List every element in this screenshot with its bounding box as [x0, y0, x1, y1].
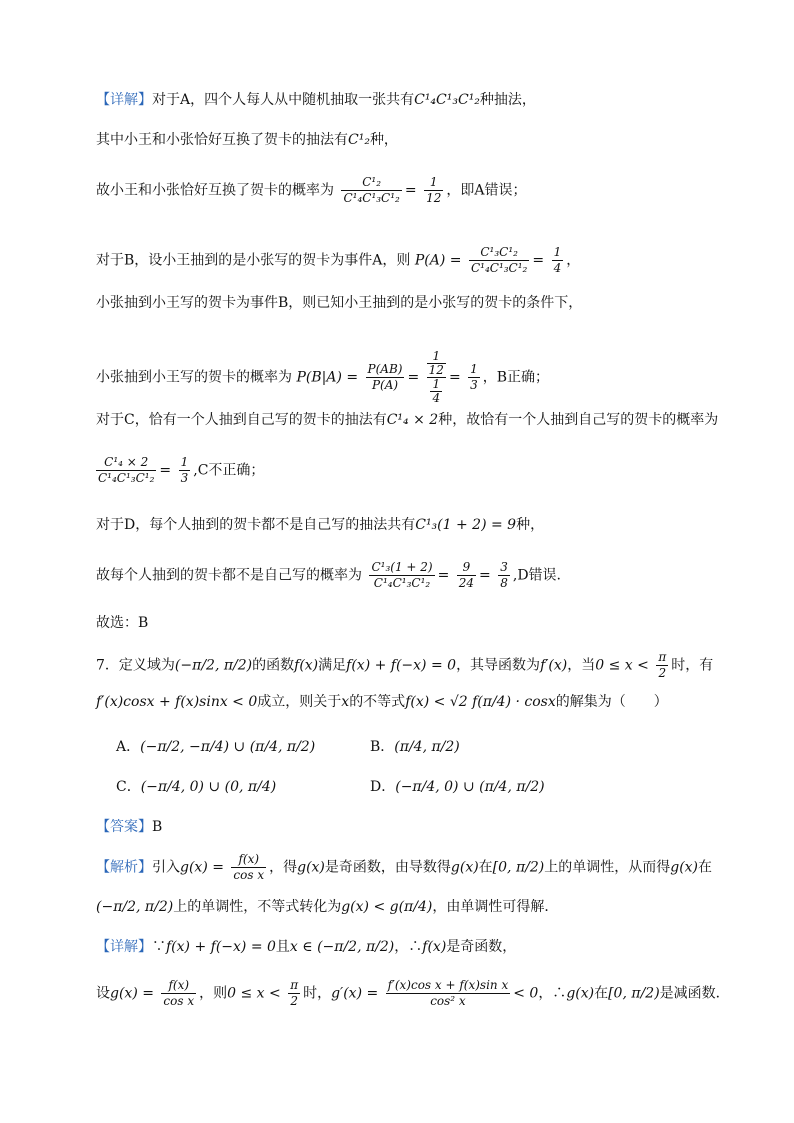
fraction: $\frac{P(AB)}{P(A)}$ [367, 362, 403, 392]
fraction: $\frac{\pi}{2}$ [658, 650, 667, 680]
line-option-d-b: 故每个人抽到的贺卡都不是自己写的概率为 $\frac{\text{C¹₃(1 + 2)}}{\text{C¹₄C¹₃C¹₂}}$ = $\frac{9}{24}$ = $\frac{3}{8}$ ,D错误. [96, 560, 561, 590]
analysis-line-2: (−π/2, π/2)上的单调性，不等式转化为g(x) < g(π/4)，由单调性可得解． [96, 899, 559, 915]
compound-fraction: $\frac{\frac{1}{12}}{\frac{1}{4}}$ [428, 349, 444, 405]
fraction: $\frac{\pi}{2}$ [290, 978, 299, 1008]
question-7-line-2: f′(x)cosx + f(x)sinx < 0成立，则关于x的不等式f(x) < √2 f(π/4) · cosx的解集为（ ） [96, 694, 668, 710]
line-choice: 故选：B [96, 615, 149, 631]
line-option-b-c: 小张抽到小王写的贺卡的概率为 P(B|A) = $\frac{P(AB)}{P(A)}$ = $\frac{\frac{1}{12}}{\frac{1}{4}}$ = $\frac{1}{3}$ ，B正确； [96, 349, 550, 405]
option-b: B．(π/4, π/2) [370, 739, 460, 755]
fraction: $\frac{f(x)}{\text{cos x}}$ [163, 978, 195, 1008]
fraction: $\frac{\text{C¹₃(1 + 2)}}{\text{C¹₄C¹₃C¹₂}}$ [371, 560, 433, 590]
option-a: A．(−π/2, −π/4) ∪ (π/4, π/2) [116, 739, 316, 755]
fraction: $\frac{3}{8}$ [500, 560, 508, 590]
line-swap-prob: 故小王和小张恰好互换了贺卡的概率为 $\frac{\text{C¹₂}}{\text{C¹₄C¹₃C¹₂}}$ = $\frac{1}{12}$ ，即A错误； [96, 175, 527, 205]
fraction: $\frac{\text{C¹₂}}{\text{C¹₄C¹₃C¹₂}}$ [343, 175, 400, 205]
fraction: $\frac{9}{24}$ [458, 560, 475, 590]
option-c: C．(−π/4, 0) ∪ (0, π/4) [116, 779, 277, 795]
fraction: $\frac{1}{3}$ [180, 455, 189, 485]
answer-tag: 【答案】 [96, 819, 152, 835]
fraction: $\frac{\text{C¹₃C¹₂}}{\text{C¹₄C¹₃C¹₂}}$ [470, 245, 528, 275]
line-option-c-a: 对于C，恰有一个人抽到自己写的贺卡的抽法有C¹₄ × 2种，故恰有一个人抽到自己写的贺卡的概率为 [96, 412, 719, 428]
option-d: D．(−π/4, 0) ∪ (π/4, π/2) [370, 779, 545, 795]
line-option-c-b: $\frac{\text{C¹₄ × 2}}{\text{C¹₄C¹₃C¹₂}}$ = $\frac{1}{3}$ ,C不正确； [98, 455, 265, 485]
detail-line-2: 设g(x) = $\frac{f(x)}{\text{cos x}}$ ，则0 ≤ x < $\frac{\pi}{2}$ 时，g′(x) = $\frac{\text{f′(x)cos x + f(x)sin x}}{\text{cos² x}}$ < 0，∴g(x)在[0, π/2)是减函数． [96, 978, 730, 1008]
fraction: $\frac{f(x)}{\text{cos x}}$ [233, 852, 265, 882]
fraction: $\frac{\text{C¹₄ × 2}}{\text{C¹₄C¹₃C¹₂}}$ [98, 455, 155, 485]
fraction: $\frac{1}{3}$ [470, 362, 478, 392]
fraction: $\frac{\text{f′(x)cos x + f(x)sin x}}{\text{cos² x}}$ [387, 978, 509, 1008]
answer-line: 【答案】B [96, 819, 163, 835]
line-detail-a: 【详解】对于A，四个人每人从中随机抽取一张共有C¹₄C¹₃C¹₂种抽法， [96, 92, 536, 108]
line-option-b-b: 小张抽到小王写的贺卡为事件B，则已知小王抽到的是小张写的贺卡的条件下， [96, 295, 583, 311]
fraction: $\frac{1}{12}$ [426, 175, 442, 205]
line-option-b-a: 对于B，设小王抽到的是小张写的贺卡为事件A，则 P(A) = $\frac{\text{C¹₃C¹₂}}{\text{C¹₄C¹₃C¹₂}}$ = $\frac{1}{4}$ ， [96, 245, 581, 275]
analysis-line-1: 【解析】引入g(x) = $\frac{f(x)}{\text{cos x}}$ ，得g(x)是奇函数，由导数得g(x)在[0, π/2)上的单调性，从而得g(x)在 [96, 852, 713, 882]
detail-tag-2: 【详解】 [96, 939, 152, 955]
detail-tag: 【详解】 [96, 92, 152, 108]
line-swap-count: 其中小王和小张恰好互换了贺卡的抽法有C¹₂种， [96, 132, 398, 148]
question-7-line-1: 7．定义域为(−π/2, π/2)的函数f(x)满足f(x) + f(−x) = 0，其导函数为f′(x)，当0 ≤ x < $\frac{\pi}{2}$ 时，有 [96, 650, 714, 680]
detail-line-1: 【详解】∵f(x) + f(−x) = 0且x ∈ (−π/2, π/2)，∴f(x)是奇函数， [96, 939, 517, 955]
line-option-d-a: 对于D，每个人抽到的贺卡都不是自己写的抽法共有C¹₃(1 + 2) = 9种， [96, 517, 545, 533]
fraction: $\frac{1}{4}$ [553, 245, 562, 275]
analysis-tag: 【解析】 [96, 859, 152, 876]
